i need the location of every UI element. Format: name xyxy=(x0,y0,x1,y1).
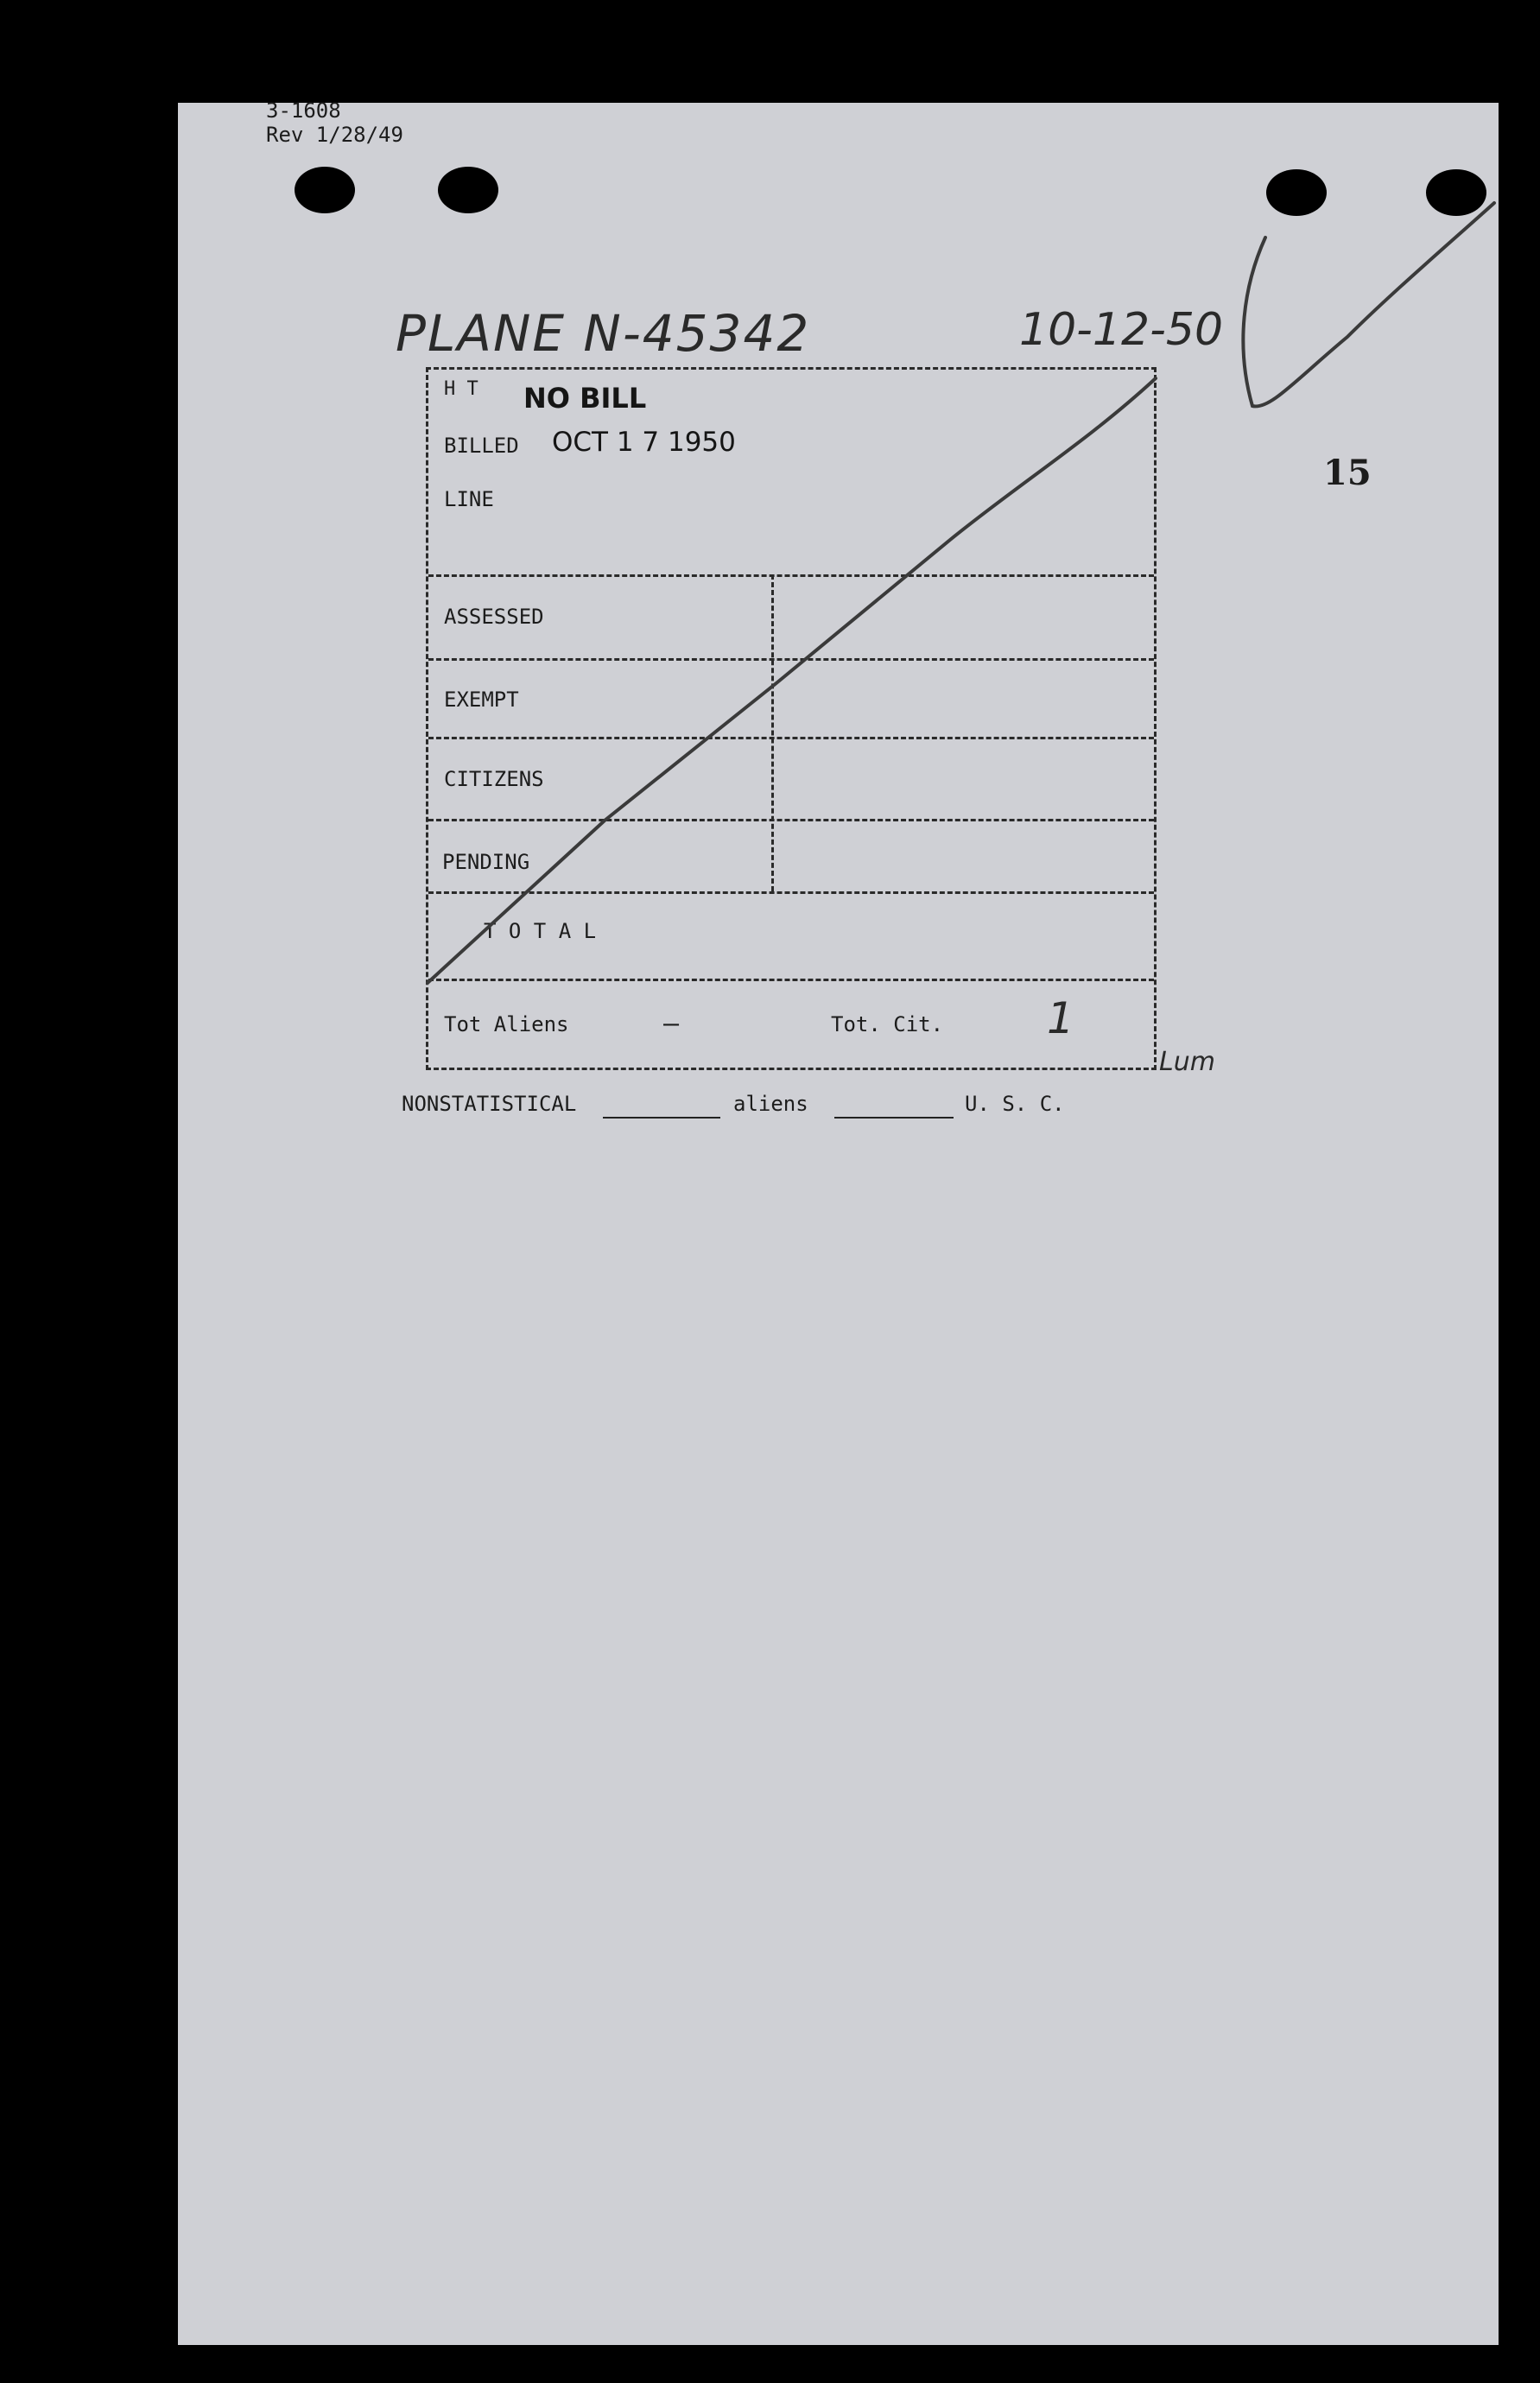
assessed-label: ASSESSED xyxy=(444,605,544,629)
line-label: LINE xyxy=(444,487,494,511)
tot-aliens-label: Tot Aliens xyxy=(444,1012,569,1036)
handwritten-date: 10-12-50 xyxy=(1019,304,1224,356)
tot-cit-label: Tot. Cit. xyxy=(831,1012,944,1036)
form-revision: Rev 1/28/49 xyxy=(266,123,403,147)
divider-total xyxy=(428,979,1154,981)
billed-date-stamp: OCT 1 7 1950 xyxy=(552,427,736,458)
initials: Lum xyxy=(1159,1047,1215,1077)
billed-label: BILLED xyxy=(444,434,519,458)
nonstatistical-blank xyxy=(603,1117,720,1119)
page-number: 15 xyxy=(1323,453,1372,493)
column-divider xyxy=(771,574,774,891)
aliens-blank xyxy=(834,1117,954,1119)
tally-form xyxy=(426,367,1157,1070)
divider-exempt xyxy=(428,737,1154,739)
aliens-label: aliens xyxy=(733,1092,808,1116)
punch-hole-2 xyxy=(438,167,498,213)
punch-hole-4 xyxy=(1426,169,1486,216)
tot-cit-value: 1 xyxy=(1047,993,1074,1043)
nonstatistical-label: NONSTATISTICAL xyxy=(402,1092,577,1116)
total-label: T O T A L xyxy=(484,919,597,943)
divider-citizens xyxy=(428,819,1154,821)
usc-label: U. S. C. xyxy=(965,1092,1065,1116)
punch-hole-1 xyxy=(295,167,355,213)
divider-assessed xyxy=(428,658,1154,661)
divider-pending xyxy=(428,891,1154,894)
divider-header xyxy=(428,574,1154,577)
plane-number: PLANE N-45342 xyxy=(396,304,811,363)
tot-aliens-value: — xyxy=(663,1009,680,1039)
form-number: 3-1608 xyxy=(266,98,341,123)
pending-label: PENDING xyxy=(442,850,530,874)
exempt-label: EXEMPT xyxy=(444,688,519,712)
ht-label: H T xyxy=(444,378,478,400)
no-bill-stamp: NO BILL xyxy=(523,382,647,415)
punch-hole-3 xyxy=(1266,169,1327,216)
citizens-label: CITIZENS xyxy=(444,767,544,791)
